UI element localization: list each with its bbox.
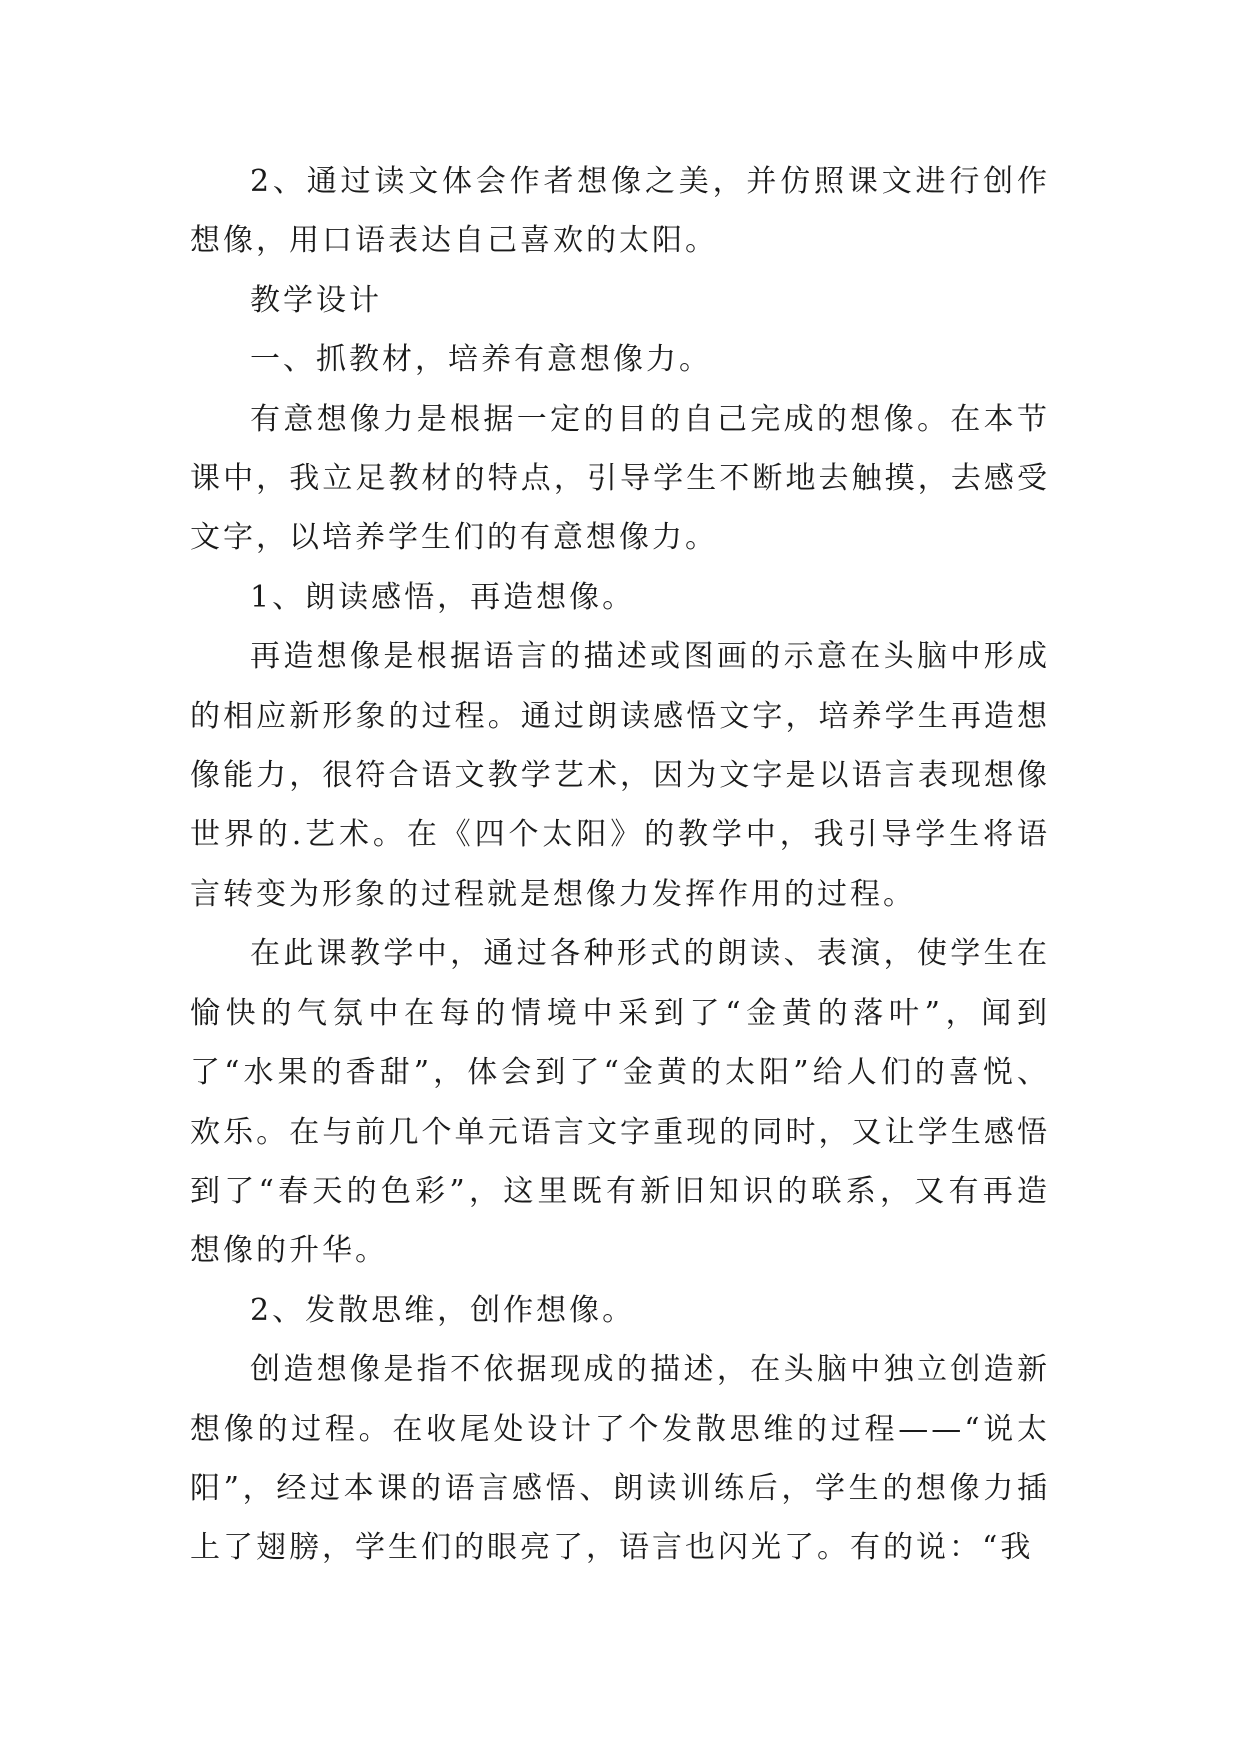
document-body xyxy=(190,152,1050,1578)
heading-subsection-2: 2、发散思维，创作想像。 xyxy=(250,1292,636,1328)
heading-section-1: 一、抓教材，培养有意想像力。 xyxy=(250,342,712,378)
paragraph-reproductive-imagination: 再造想像是根据语言的描述或图画的示意在头脑中形成的相应新形象的过程。通过朗读感悟文字，培养学生再造想像能力，很符合语文教学艺术，因为文字是以语言表现想像世界的.艺术。在《四个太阳》的教学中，我引导学生将语言转变为形象的过程就是想像力发挥作用的过程。 xyxy=(190,639,1050,912)
heading-subsection-1: 1、朗读感悟，再造想像。 xyxy=(250,579,636,615)
paragraph-objective-2: 2、通过读文体会作者想像之美，并仿照课文进行创作想像，用口语表达自己喜欢的太阳。 xyxy=(190,164,1050,259)
paragraph-creative-imagination: 创造想像是指不依据现成的描述，在头脑中独立创造新想像的过程。在收尾处设计了个发散思维的过程——“说太阳”，经过本课的语言感悟、朗读训练后，学生的想像力插上了翅膀，学生们的眼亮了，语言也闪光了。有的说：“我 xyxy=(190,1352,1050,1566)
paragraph-intentional-imagination: 有意想像力是根据一定的目的自己完成的想像。在本节课中，我立足教材的特点，引导学生不断地去触摸，去感受文字，以培养学生们的有意想像力。 xyxy=(190,401,1050,556)
heading-teaching-design: 教学设计 xyxy=(250,282,382,318)
paragraph-classroom-practice: 在此课教学中，通过各种形式的朗读、表演，使学生在愉快的气氛中在每的情境中采到了“金黄的落叶”，闻到了“水果的香甜”，体会到了“金黄的太阳”给人们的喜悦、欢乐。在与前几个单元语言文字重现的同时，又让学生感悟到了“春天的色彩”，这里既有新旧知识的联系，又有再造想像的升华。 xyxy=(190,936,1050,1269)
